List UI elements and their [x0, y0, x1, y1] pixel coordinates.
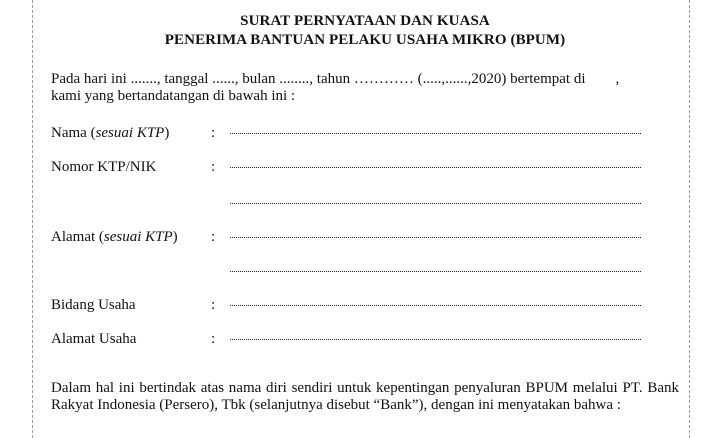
document-title-line2: PENERIMA BANTUAN PELAKU USAHA MIKRO (BPUM): [164, 32, 566, 48]
nik-fill-line-2: [230, 203, 641, 204]
nama-fill-line: [230, 133, 641, 134]
alamat-colon: :: [211, 229, 216, 245]
bidang-usaha-label: Bidang Usaha: [51, 297, 136, 313]
alamat-label-text: Alamat (: [51, 229, 104, 245]
alamat-usaha-colon: :: [211, 331, 216, 347]
bidang-usaha-colon: :: [211, 297, 216, 313]
nama-label-italic: sesuai KTP: [95, 125, 165, 141]
page-border-left: [32, 0, 33, 438]
intro-line-1: Pada hari ini ......., tanggal ......, bulan ........, tahun ………… (.....,......,2020) bertempat di ,: [51, 71, 620, 87]
intro-paragraph: [51, 71, 679, 105]
alamat-usaha-label: Alamat Usaha: [51, 331, 137, 347]
page-border-right: [689, 0, 690, 438]
bidang-usaha-fill-line: [230, 305, 641, 306]
alamat-label-italic: sesuai KTP: [103, 229, 173, 245]
nama-label-close: ): [164, 125, 170, 141]
alamat-fill-line-2: [230, 271, 641, 272]
nik-fill-line: [230, 167, 641, 168]
document-title-line1: SURAT PERNYATAAN DAN KUASA: [240, 13, 490, 29]
nama-label: [51, 125, 169, 142]
alamat-usaha-fill-line: [230, 339, 641, 340]
intro-line-2: kami yang bertandatangan di bawah ini :: [51, 88, 296, 104]
nik-label: Nomor KTP/NIK: [51, 159, 157, 175]
closing-paragraph: Dalam hal ini bertindak atas nama diri sendiri untuk kepentingan penyaluran BPUM melalui PT. Bank Rakyat Indonesia (Persero), Tbk (selanjutnya disebut “Bank”), dengan ini menyatakan bahwa :: [51, 380, 679, 413]
nik-colon: :: [211, 159, 216, 175]
alamat-fill-line: [230, 237, 641, 238]
nama-label-text: Nama (: [51, 125, 96, 141]
alamat-label: [51, 229, 178, 246]
alamat-label-close: ): [172, 229, 178, 245]
nama-colon: :: [211, 125, 216, 141]
